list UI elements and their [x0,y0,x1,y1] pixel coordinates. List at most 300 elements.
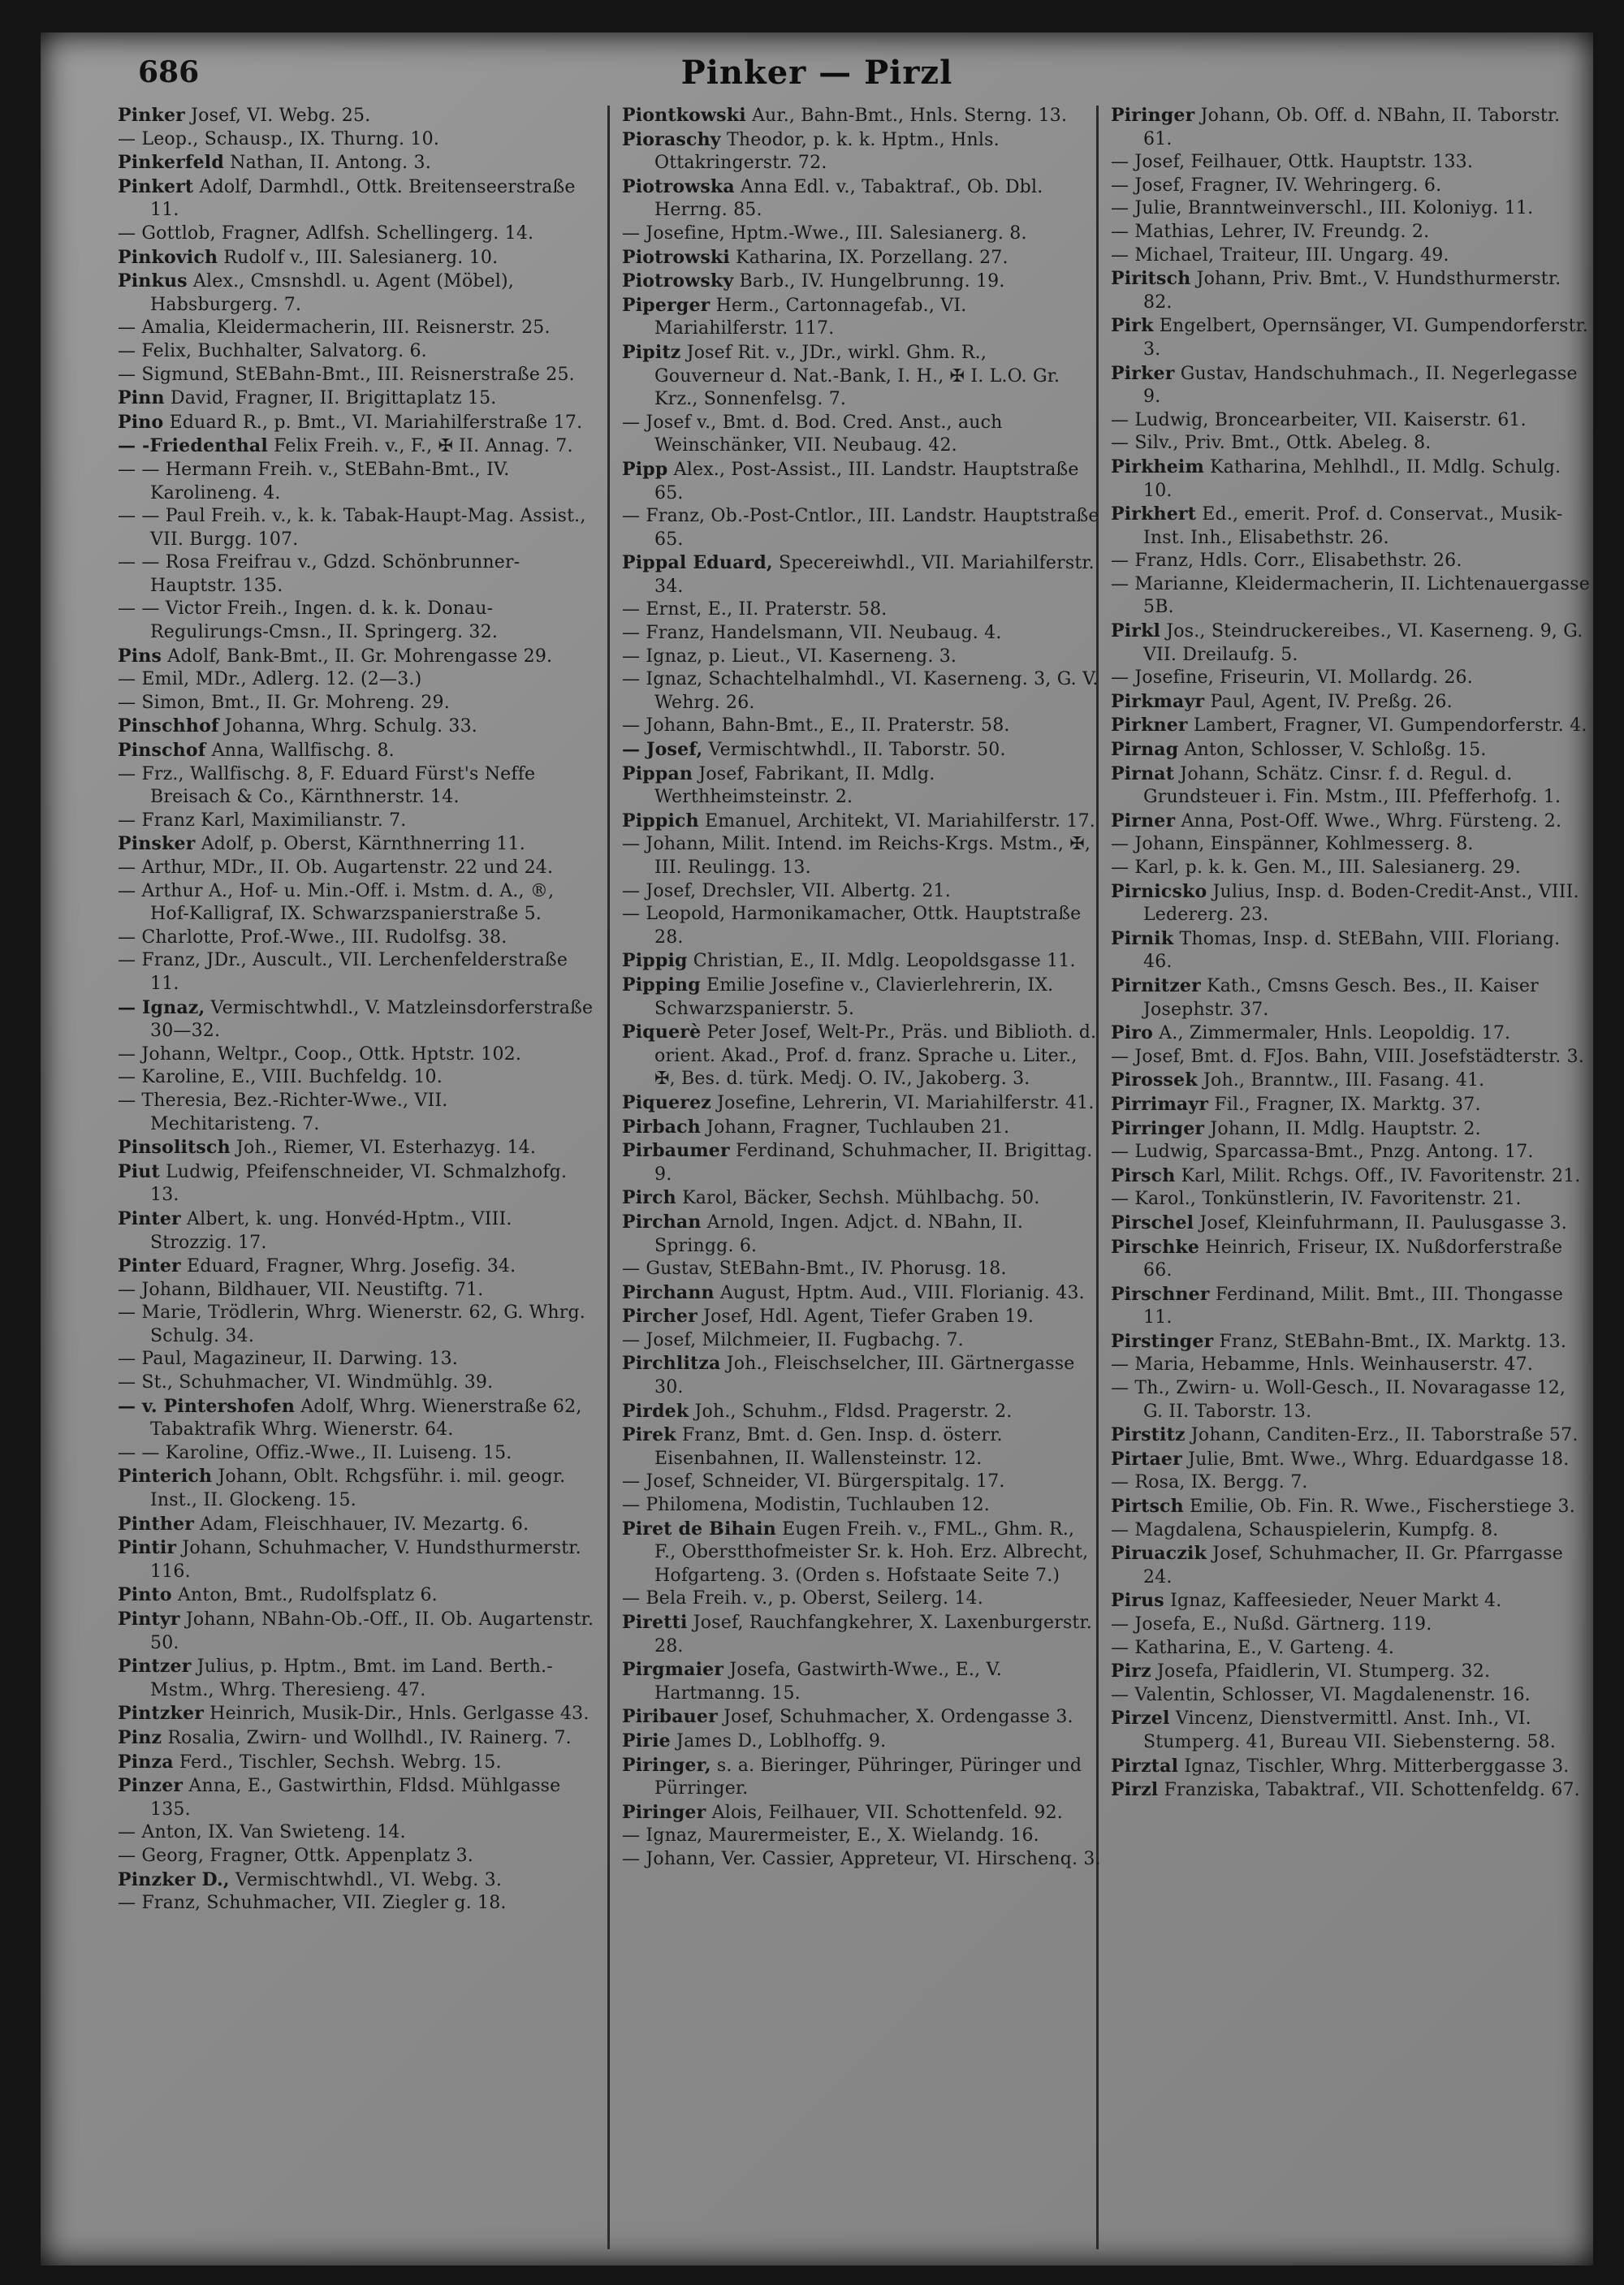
entry-details: — Frz., Wallfischg. 8, F. Eduard Fürst's Neffe Breisach & Co., Kärnthnerstr. 14. [118,763,536,808]
entry-details: — Karol., Tonkünstlerin, IV. Favoritenstr. 21. [1111,1189,1522,1210]
directory-entry [622,810,1101,834]
directory-entry [1111,1046,1590,1069]
entry-details: Rosalia, Zwirn- und Wollhdl., IV. Rainerg. 7. [162,1727,572,1748]
column-divider [607,106,610,2249]
entry-surname: Pirstitz [1111,1424,1186,1446]
directory-entry [1111,1141,1590,1164]
entry-details: Johann, Schuhmacher, V. Hundsthurmerstr. 116. [150,1538,581,1582]
entry-surname: Pirkhert [1111,503,1197,525]
entry-details: — Th., Zwirn- u. Woll-Gesch., II. Novaragasse 12, G. II. Taborstr. 13. [1111,1378,1566,1422]
entry-details: — Philomena, Modistin, Tuchlauben 12. [622,1495,990,1516]
entry-surname: Pinkerfeld [118,152,224,174]
entry-details: Johanna, Whrg. Schulg. 33. [218,716,477,737]
directory-entry [622,1825,1101,1848]
directory-entry [1111,857,1590,880]
entry-details: Herm., Cartonnagefab., VI. Mariahilferstr. 117. [654,295,967,339]
directory-entry [118,645,597,669]
entry-details: — Johann, Bahn-Bmt., E., II. Praterstr. 58. [622,715,1010,736]
directory-entry [622,903,1101,949]
entry-details: — Karoline, E., VIII. Buchfeldg. 10. [118,1067,443,1088]
directory-entry [622,1471,1101,1494]
entry-surname: Pirnitzer [1111,974,1201,996]
directory-entry [622,715,1101,738]
entry-details: — Sigmund, StEBahn-Bmt., III. Reisnerstraße 25. [118,364,575,385]
directory-entry [118,1536,597,1583]
entry-surname: Pirkmayr [1111,690,1205,712]
directory-entry [118,1821,597,1845]
directory-entry [1111,1684,1590,1708]
directory-entry [622,598,1101,622]
entry-details: — Ignaz, Maurermeister, E., X. Wielandg. 16. [622,1825,1039,1847]
entry-surname: Piperger [622,294,710,316]
entry-details: — Franz, Hdls. Corr., Elisabethstr. 26. [1111,551,1462,572]
entry-details: — Josef, Drechsler, VII. Albertg. 21. [622,880,951,901]
entry-details: — Marie, Trödlerin, Whrg. Wienerstr. 62, G. Whrg. Schulg. 34. [118,1302,585,1346]
entry-details: — Katharina, E., V. Garteng. 4. [1111,1637,1395,1658]
directory-entry [622,1139,1101,1186]
entry-surname: Pioraschy [622,128,721,150]
directory-entry [622,1352,1101,1399]
entry-details: — Maria, Hebamme, Hnls. Weinhauserstr. 47. [1111,1354,1534,1376]
entry-details: Josef, Rauchfangkehrer, X. Laxenburgerstr. 28. [654,1613,1092,1657]
entry-surname: Pirner [1111,810,1176,831]
entry-surname: Pirgmaier [622,1659,724,1681]
directory-entry [118,739,597,763]
entry-details: — Rosa, IX. Bergg. 7. [1111,1472,1308,1493]
entry-details: — Johann, Milit. Intend. im Reichs-Krgs. Mstm., ✠, III. Reulingg. 13. [622,834,1091,878]
directory-entry [1111,362,1590,409]
entry-surname: Pipp [622,458,668,480]
entry-details: — Josef, Fragner, IV. Wehringerg. 6. [1111,175,1442,196]
entry-details: s. a. Bieringer, Pühringer, Püringer und Pürringer. [654,1755,1082,1799]
entry-details: Christian, E., II. Mdlg. Leopoldsgasse 11. [687,951,1076,972]
directory-entry [1111,974,1590,1022]
directory-entry [1111,221,1590,244]
entry-surname: Pirzl [1111,1779,1159,1801]
entry-surname: Pirtsch [1111,1496,1184,1518]
directory-entry [622,880,1101,904]
entry-details: Alex., Post-Assist., III. Landstr. Hauptstraße 65. [654,459,1079,503]
entry-details: — Felix, Buchhalter, Salvatorg. 6. [118,340,427,361]
directory-entry [1111,1330,1590,1354]
entry-details: Vermischtwhdl., V. Matzleinsdorferstraße 30—32. [150,997,594,1042]
entry-details: — Josef, Bmt. d. FJos. Bahn, VIII. Josefstädterstr. 3. [1111,1046,1585,1067]
entry-surname: Pipitz [622,341,681,363]
entry-details: Paul, Agent, IV. Preßg. 26. [1204,691,1453,712]
entry-details: — Josef, Milchmeier, II. Fugbachg. 7. [622,1329,964,1350]
entry-surname: Pirschel [1111,1212,1194,1233]
directory-entry [1111,197,1590,221]
entry-details: Josef, VI. Webg. 25. [184,106,371,126]
entry-details: — — Rosa Freifrau v., Gdzd. Schönbrunner-Hauptstr. 135. [118,552,520,596]
entry-details: Johann, Schätz. Cinsr. f. d. Regul. d. Grundsteuer i. Fin. Mstm., III. Pfefferhofg. 1. [1143,763,1561,808]
entry-details: — Ludwig, Sparcassa-Bmt., Pnzg. Antong. 17. [1111,1142,1534,1163]
entry-details: Albert, k. ung. Honvéd-Hptm., VIII. Strozzig. 17. [150,1208,512,1253]
directory-entry [118,1751,597,1775]
entry-details: Joh., Riemer, VI. Esterhazyg. 14. [230,1138,537,1159]
entry-details: Alois, Feilhauer, VII. Schottenfeld. 92. [706,1802,1063,1823]
entry-details: Aur., Bahn-Bmt., Hnls. Sterng. 13. [745,106,1068,126]
entry-surname: Pirchann [622,1281,715,1303]
entry-details: Joh., Fleischselcher, III. Gärtnergasse 30. [654,1354,1075,1398]
entry-details: — Josefine, Friseurin, VI. Mollardg. 26. [1111,667,1473,689]
directory-entry [1111,1069,1590,1093]
entry-details: Karol, Bäcker, Sechsh. Mühlbachg. 50. [676,1188,1040,1209]
directory-entry [118,1465,597,1512]
directory-entry [622,458,1101,505]
directory-entry [1111,738,1590,762]
directory-entry [1111,1755,1590,1779]
directory-entry [622,222,1101,246]
entry-details: Eduard, Fragner, Whrg. Josefig. 34. [180,1256,516,1277]
page-header [41,49,1593,97]
entry-details: Josef, Kleinfuhrmann, II. Paulusgasse 3. [1194,1212,1567,1233]
directory-entry [118,1043,597,1067]
directory-entry [118,1774,597,1821]
entry-surname: Piribauer [622,1706,718,1728]
entry-surname: Pippan [622,762,693,784]
entry-surname: Pintzker [118,1703,204,1725]
entry-details: Josefa, Gastwirth-Wwe., E., V. Hartmanng. 15. [654,1660,1002,1704]
entry-surname: Pirringer [1111,1117,1205,1139]
directory-entry [622,128,1101,175]
entry-details: Specereiwhdl., VII. Mariahilferstr. 34. [654,553,1095,597]
entry-surname: Pinsolitsch [118,1137,231,1159]
directory-entry [1111,1423,1590,1448]
directory-entry [118,1583,597,1608]
directory-entry [118,1279,597,1302]
directory-entry [622,1258,1101,1281]
entry-surname: Pinto [118,1584,172,1606]
entry-surname: Pinkovich [118,246,218,268]
entry-details: — Karl, p. k. k. Gen. M., III. Salesianerg. 29. [1111,857,1521,878]
entry-surname: Pirie [622,1730,671,1752]
directory-entry [118,1090,597,1136]
entry-surname: Pinz [118,1726,162,1748]
entry-details: — Franz, Schuhmacher, VII. Ziegler g. 18. [118,1893,507,1914]
entry-details: Josef, Hdl. Agent, Tiefer Graben 19. [697,1307,1034,1328]
entry-surname: Piotrowska [622,175,735,197]
entry-details: — Franz, Handelsmann, VII. Neubaug. 4. [622,623,1002,644]
directory-entry [118,1655,597,1702]
column-2 [622,104,1101,2248]
entry-details: James D., Loblhoffg. 9. [670,1730,887,1752]
directory-entry [1111,1377,1590,1423]
entry-surname: Pirk [1111,315,1154,337]
entry-details: Emanuel, Architekt, VI. Mariahilferstr. 17. [698,810,1095,831]
directory-entry [1111,503,1590,550]
directory-entry [118,668,597,692]
directory-entry [118,810,597,833]
entry-surname: Pirnag [1111,739,1179,761]
entry-surname: Pirzel [1111,1708,1170,1730]
entry-details: Ferdinand, Milit. Bmt., III. Thongasse 11. [1143,1284,1564,1328]
directory-entry [118,551,597,598]
entry-details: — Josef, Feilhauer, Ottk. Hauptstr. 133. [1111,152,1474,173]
entry-details: Ferdinand, Schuhmacher, II. Brigittag. 9. [654,1141,1093,1185]
entry-details: Josef, Schuhmacher, X. Ordengasse 3. [717,1707,1073,1728]
directory-entry [118,387,597,411]
entry-details: Fil., Fragner, IX. Marktg. 37. [1208,1094,1481,1115]
entry-details: Josef, Schuhmacher, II. Gr. Pfarrgasse 24. [1143,1544,1563,1587]
entry-details: — Charlotte, Prof.-Wwe., III. Rudolfsg. 38. [118,927,508,948]
entry-details: — Michael, Traiteur, III. Ungarg. 49. [1111,244,1449,266]
entry-surname: Pirkl [1111,620,1161,642]
directory-entry [1111,714,1590,738]
column-1 [118,104,597,2248]
entry-details: — Franz, JDr., Auscult., VII. Lerchenfelderstraße 11. [118,950,568,994]
entry-details: — Ignaz, Schachtelhalmhdl., VI. Kaserneng. 3, G. V. Wehrg. 26. [622,669,1099,713]
entry-details: Engelbert, Opernsänger, VI. Gumpendorferstr. 3. [1143,316,1589,360]
entry-details: Adolf, Bank-Bmt., II. Gr. Mohrengasse 29. [162,646,553,667]
directory-entry [622,1611,1101,1658]
entry-surname: Pinker [118,105,185,126]
entry-surname: Pirkner [1111,715,1188,736]
directory-entry [118,1892,597,1916]
directory-entry [622,1186,1101,1211]
entry-surname: Pirbaumer [622,1140,730,1162]
entry-details: Heinrich, Musik-Dir., Hnls. Gerlgasse 43. [203,1704,590,1725]
entry-details: A., Zimmermaler, Hnls. Leopoldig. 17. [1152,1023,1511,1044]
entry-details: — Emil, MDr., Adlerg. 12. (2—3.) [118,669,422,690]
entry-surname: Piringer [622,1801,706,1823]
directory-entry [1111,456,1590,503]
entry-surname: Pippig [622,950,688,972]
directory-entry [118,364,597,387]
column-3 [1111,104,1590,2248]
directory-entry [1111,1354,1590,1377]
entry-details: — — Paul Freih. v., k. k. Tabak-Haupt-Mag. Assist., VII. Burgg. 107. [118,506,586,550]
directory-entry [1111,550,1590,573]
entry-surname: Pinter [118,1255,181,1277]
directory-entry [622,974,1101,1021]
directory-entry [622,1116,1101,1140]
entry-surname: Pinter [118,1207,181,1229]
entry-surname: Pintzer [118,1656,192,1678]
entry-surname: — Ignaz, [118,996,205,1018]
entry-details: Heinrich, Friseur, IX. Nußdorferstraße 66. [1143,1237,1563,1281]
entry-details: — Anton, IX. Van Swieteng. 14. [118,1822,406,1843]
directory-entry [622,668,1101,715]
entry-surname: Pinkert [118,175,194,197]
directory-entry [118,1207,597,1255]
directory-entry [1111,1448,1590,1472]
entry-surname: Pirschner [1111,1283,1210,1305]
entry-details: — Marianne, Kleidermacherin, II. Lichtenauergasse 5B. [1111,573,1590,618]
entry-surname: Pinsker [118,833,196,855]
entry-details: — Josefa, E., Nußd. Gärtnerg. 119. [1111,1614,1432,1635]
directory-entry [1111,810,1590,834]
entry-surname: Pirztal [1111,1755,1179,1777]
directory-entry [1111,432,1590,456]
entry-surname: Piotrowsky [622,270,734,292]
entry-details: — Josef v., Bmt. d. Bod. Cred. Anst., auch Weinschänker, VII. Neubaug. 42. [622,412,1003,456]
entry-details: August, Hptm. Aud., VIII. Florianig. 43. [714,1282,1085,1303]
entry-details: Julius, p. Hptm., Bmt. im Land. Berth.-Mstm., Whrg. Theresieng. 47. [150,1657,553,1700]
directory-entry [1111,690,1590,715]
entry-details: — St., Schuhmacher, VI. Windmühlg. 39. [118,1372,494,1393]
entry-details: Vermischtwhdl., II. Taborstr. 50. [702,740,1006,761]
directory-entry [1111,1471,1590,1495]
entry-details: Arnold, Ingen. Adjct. d. NBahn, II. Springg. 6. [654,1212,1024,1256]
directory-entry [622,175,1101,222]
entry-surname: Pinschof [118,740,206,762]
directory-entry [118,340,597,364]
directory-entry [622,551,1101,598]
entry-surname: Pirkheim [1111,456,1204,477]
directory-entry [1111,1117,1590,1142]
entry-surname: Piro [1111,1022,1153,1044]
directory-entry [118,1868,597,1893]
directory-entry [622,646,1101,669]
entry-details: Julie, Bmt. Wwe., Whrg. Eduardgasse 18. [1181,1449,1570,1470]
directory-entry [1111,927,1590,974]
entry-details: — Georg, Fragner, Ottk. Appenplatz 3. [118,1845,474,1866]
entry-surname: Pirdek [622,1400,689,1422]
entry-details: Anton, Schlosser, V. Schloßg. 15. [1178,740,1487,761]
directory-entry [118,880,597,927]
entry-details: Anna, Wallfischg. 8. [205,741,395,762]
entry-details: Vermischtwhdl., VI. Webg. 3. [229,1869,503,1890]
entry-surname: Pirek [622,1424,676,1446]
entry-details: — Arthur A., Hof- u. Min.-Off. i. Mstm. d. A., ®, Hof-Kalligraf, IX. Schwarzspanierstraße 5. [118,880,555,925]
directory-entry [622,833,1101,879]
entry-surname: — Josef, [622,739,703,761]
directory-entry [118,246,597,270]
entry-surname: Piontkowski [622,105,746,126]
entry-surname: Pirtaer [1111,1448,1182,1470]
entry-details: — Franz, Ob.-Post-Cntlor., III. Landstr. Hauptstraße 65. [622,506,1099,550]
entry-surname: Pirker [1111,362,1175,384]
entry-details: — Magdalena, Schauspielerin, Kumpfg. 8. [1111,1519,1499,1540]
entry-details: Johann, NBahn-Ob.-Off., II. Ob. Augartenstr. 50. [150,1609,594,1653]
entry-details: Josefine, Lehrerin, VI. Mariahilferstr. 41. [710,1092,1095,1113]
entry-details: — Johann, Weltpr., Coop., Ottk. Hptstr. 102. [118,1043,522,1065]
directory-entry [622,341,1101,412]
directory-entry [1111,1236,1590,1283]
entry-surname: Pirz [1111,1661,1151,1682]
directory-entry [118,1395,597,1442]
directory-entry [1111,1589,1590,1613]
directory-entry [118,1726,597,1751]
entry-details: Katharina, IX. Porzellang. 27. [729,247,1009,268]
directory-entry [118,832,597,857]
entry-surname: Pipping [622,974,701,996]
entry-surname: Pinzker D., [118,1868,230,1890]
directory-entry [622,1754,1101,1801]
entry-surname: Pinschhof [118,715,219,737]
entry-surname: Pinn [118,387,165,409]
entry-surname: Pircher [622,1306,698,1328]
entry-surname: Piringer [1111,105,1195,126]
entry-details: Adam, Fleischhauer, IV. Mezartg. 6. [194,1514,529,1535]
entry-details: Anton, Bmt., Rudolfsplatz 6. [171,1585,438,1606]
entry-details: — Josefine, Hptm.-Wwe., III. Salesianerg. 8. [622,222,1027,244]
entry-details: — Johann, Ver. Cassier, Appreteur, VI. Hirschenq. 3. [622,1848,1101,1869]
entry-details: Ed., emerit. Prof. d. Conservat., Musik-Inst. Inh., Elisabethstr. 26. [1143,504,1563,548]
directory-entry [622,1705,1101,1730]
directory-entry [622,294,1101,341]
entry-details: Gustav, Handschuhmach., II. Negerlegasse 9. [1143,363,1578,408]
entry-details: — Gustav, StEBahn-Bmt., IV. Phorusg. 18. [622,1259,1007,1280]
entry-details: — Theresia, Bez.-Richter-Wwe., VII. Mechitaristeng. 7. [118,1090,448,1134]
directory-entry [118,222,597,246]
directory-entry [118,949,597,996]
directory-entry [1111,175,1590,198]
directory-entry [622,1801,1101,1825]
entry-details: Adolf, Darmhdl., Ottk. Breitenseerstraße 11. [150,176,576,221]
entry-surname: Pirchlitza [622,1353,721,1375]
directory-entry [1111,1637,1590,1661]
directory-entry [118,763,597,810]
directory-entry [1111,314,1590,361]
directory-entry [622,104,1101,128]
directory-entry [622,1281,1101,1306]
directory-entry [1111,1613,1590,1637]
entry-details: Josefa, Pfaidlerin, VI. Stumperg. 32. [1151,1661,1491,1682]
directory-entry [1111,1778,1590,1803]
entry-details: Ignaz, Kaffeesieder, Neuer Markt 4. [1164,1591,1502,1612]
directory-entry [118,1255,597,1279]
directory-entry [622,1091,1101,1116]
directory-entry [118,317,597,340]
entry-details: Ignaz, Tischler, Whrg. Mitterberggasse 3. [1178,1756,1570,1777]
entry-details: Franz, Bmt. d. Gen. Insp. d. österr. Eisenbahnen, II. Wallensteinstr. 12. [654,1425,1003,1469]
entry-details: — Julie, Branntweinverschl., III. Koloniyg. 11. [1111,198,1534,219]
entry-details: — Valentin, Schlosser, VI. Magdalenenstr. 16. [1111,1684,1531,1705]
directory-entry [622,1730,1101,1754]
entry-details: — Ernst, E., II. Praterstr. 58. [622,599,888,620]
directory-entry [1111,151,1590,175]
entry-surname: Pinterich [118,1466,213,1488]
entry-details: — Johann, Einspänner, Kohlmesserg. 8. [1111,834,1474,855]
entry-details: Barb., IV. Hungelbrunng. 19. [733,271,1005,292]
entry-details: — — Victor Freih., Ingen. d. k. k. Donau-Regulirungs-Cmsn., II. Springerg. 32. [118,598,499,643]
entry-details: — Josef, Schneider, VI. Bürgerspitalg. 17. [622,1471,1005,1492]
entry-details: — Ignaz, p. Lieut., VI. Kaserneng. 3. [622,646,957,667]
directory-entry [118,505,597,551]
entry-details: — Franz Karl, Maximilianstr. 7. [118,810,407,831]
entry-details: Adolf, p. Oberst, Kärnthnerring 11. [195,834,525,855]
directory-entry [118,175,597,222]
directory-entry [1111,409,1590,433]
entry-surname: Pirchan [622,1211,702,1233]
directory-entry [622,246,1101,270]
directory-entry [622,1848,1101,1872]
directory-entry [118,927,597,950]
entry-surname: Pirsch [1111,1164,1176,1186]
entry-details: Franz, StEBahn-Bmt., IX. Marktg. 13. [1213,1331,1567,1352]
directory-entry [622,1305,1101,1329]
entry-surname: Pirossek [1111,1069,1198,1091]
entry-details: Johann, Priv. Bmt., V. Hundsthurmerstr. 82. [1143,269,1561,313]
entry-details: — Silv., Priv. Bmt., Ottk. Abeleg. 8. [1111,433,1432,454]
directory-entry [1111,244,1590,268]
directory-entry [622,270,1101,294]
entry-details: — Johann, Bildhauer, VII. Neustiftg. 71. [118,1279,484,1300]
directory-entry [1111,880,1590,927]
directory-entry [622,949,1101,974]
directory-entry [118,1845,597,1868]
entry-details: Johann, Ob. Off. d. NBahn, II. Taborstr. 61. [1143,106,1561,149]
entry-details: Eduard R., p. Bmt., VI. Mariahilferstraße 17. [163,412,583,433]
entry-surname: Pippal Eduard, [622,552,773,574]
directory-entry [1111,1164,1590,1189]
directory-entry [118,692,597,715]
page-number: 686 [138,55,200,89]
directory-entry [118,715,597,739]
entry-details: — Arthur, MDr., II. Ob. Augartenstr. 22 und 24. [118,857,554,878]
